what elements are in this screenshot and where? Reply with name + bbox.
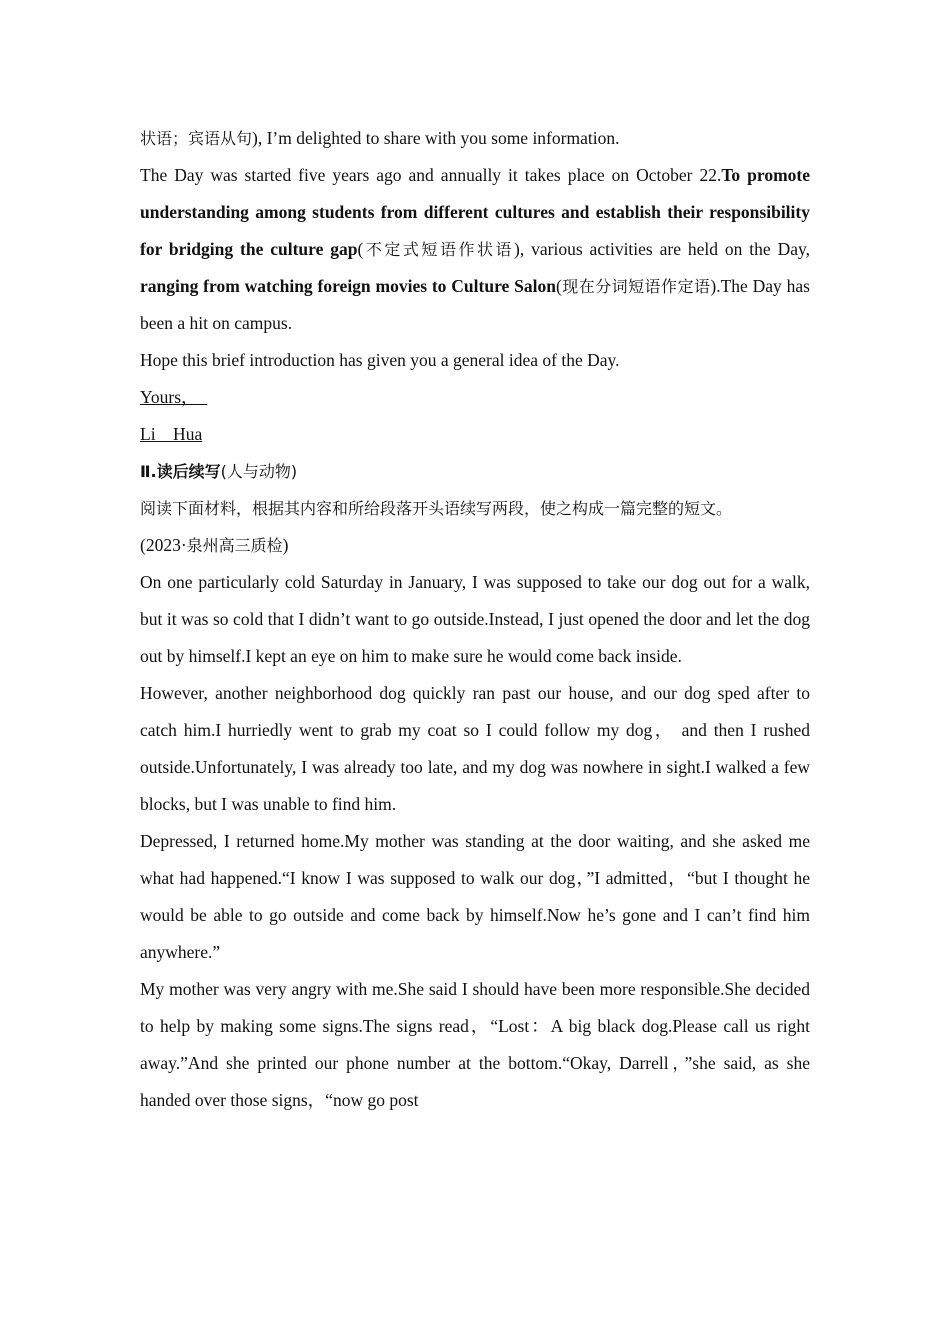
document-page	[140, 120, 810, 1119]
text: ).The Day has been a hit on campus.	[140, 276, 810, 333]
text: The Day was started five years ago and annually it takes place on October 22.	[140, 165, 722, 185]
underline-space	[199, 387, 208, 407]
text: ), I’m delighted to share with you some information.	[252, 128, 620, 148]
source-note	[140, 527, 810, 564]
grammar-note: 现在分词短语作定语	[561, 277, 711, 296]
text: (	[555, 276, 562, 296]
paragraph-closing-line: Hope this brief introduction has given you a general idea of the Day.	[140, 350, 620, 370]
instruction: 阅读下面材料，根据其内容和所给段落开头语续写两段，使之构成一篇完整的短文。	[140, 499, 733, 518]
paragraph-day-description	[140, 157, 810, 342]
source-text: 泉州高三质检	[186, 536, 283, 555]
grammar-note: 状语；宾语从句	[140, 129, 253, 148]
signature	[140, 416, 810, 453]
story-paragraph: Depressed, I returned home.My mother was standing at the door waiting, and she asked me what had happened.“I know I was supposed to walk our dog，”I admitted，“but I thought he would be able to go outside and come back by himself.Now he’s gone and I can’t find him anywhere.”	[140, 831, 810, 962]
paragraph-intro-end	[140, 120, 810, 157]
text: ), various activities are held on the Day,	[514, 239, 810, 259]
section-note: (人与动物)	[220, 462, 298, 481]
bold-phrase-participle: ranging from watching foreign movies to Culture Salon	[140, 276, 556, 296]
story-paragraph: On one particularly cold Saturday in January, I was supposed to take our dog out for a walk, but it was so cold that I didn’t want to go outside.Instead, I just opened the door and let the dog out by himself.I kept an eye on him to make sure he would come back inside.	[140, 572, 810, 666]
text: (2023·	[140, 535, 187, 555]
section-heading	[140, 453, 810, 490]
closing	[140, 379, 810, 416]
signature-text: Li Hua	[140, 424, 203, 444]
story-paragraph: My mother was very angry with me.She said I should have been more responsible.She decided to help by making some signs.The signs read，“Lost：A big black dog.Please call us right away.”And she printed our phone number at the bottom.“Okay, Darrell，”she said, as she handed over those signs，“now go post	[140, 979, 810, 1110]
bold-phrase-infinitive: To promote understanding among students from different cultures and establish their responsibility for bridging the culture gap	[140, 165, 810, 259]
text: )	[282, 535, 289, 555]
story-paragraph: However, another neighborhood dog quickly ran past our house, and our dog sped after to catch him.I hurriedly went to grab my coat so I could follow my dog， and then I rushed outside.Unfortunately, I was already too late, and my dog was nowhere in sight.I walked a few blocks, but I was unable to find him.	[140, 683, 810, 814]
grammar-note: 不定式短语作状语	[363, 240, 515, 259]
closing-text: Yours，	[140, 387, 199, 407]
section-label: Ⅱ.读后续写	[140, 462, 221, 481]
text: (	[357, 239, 364, 259]
